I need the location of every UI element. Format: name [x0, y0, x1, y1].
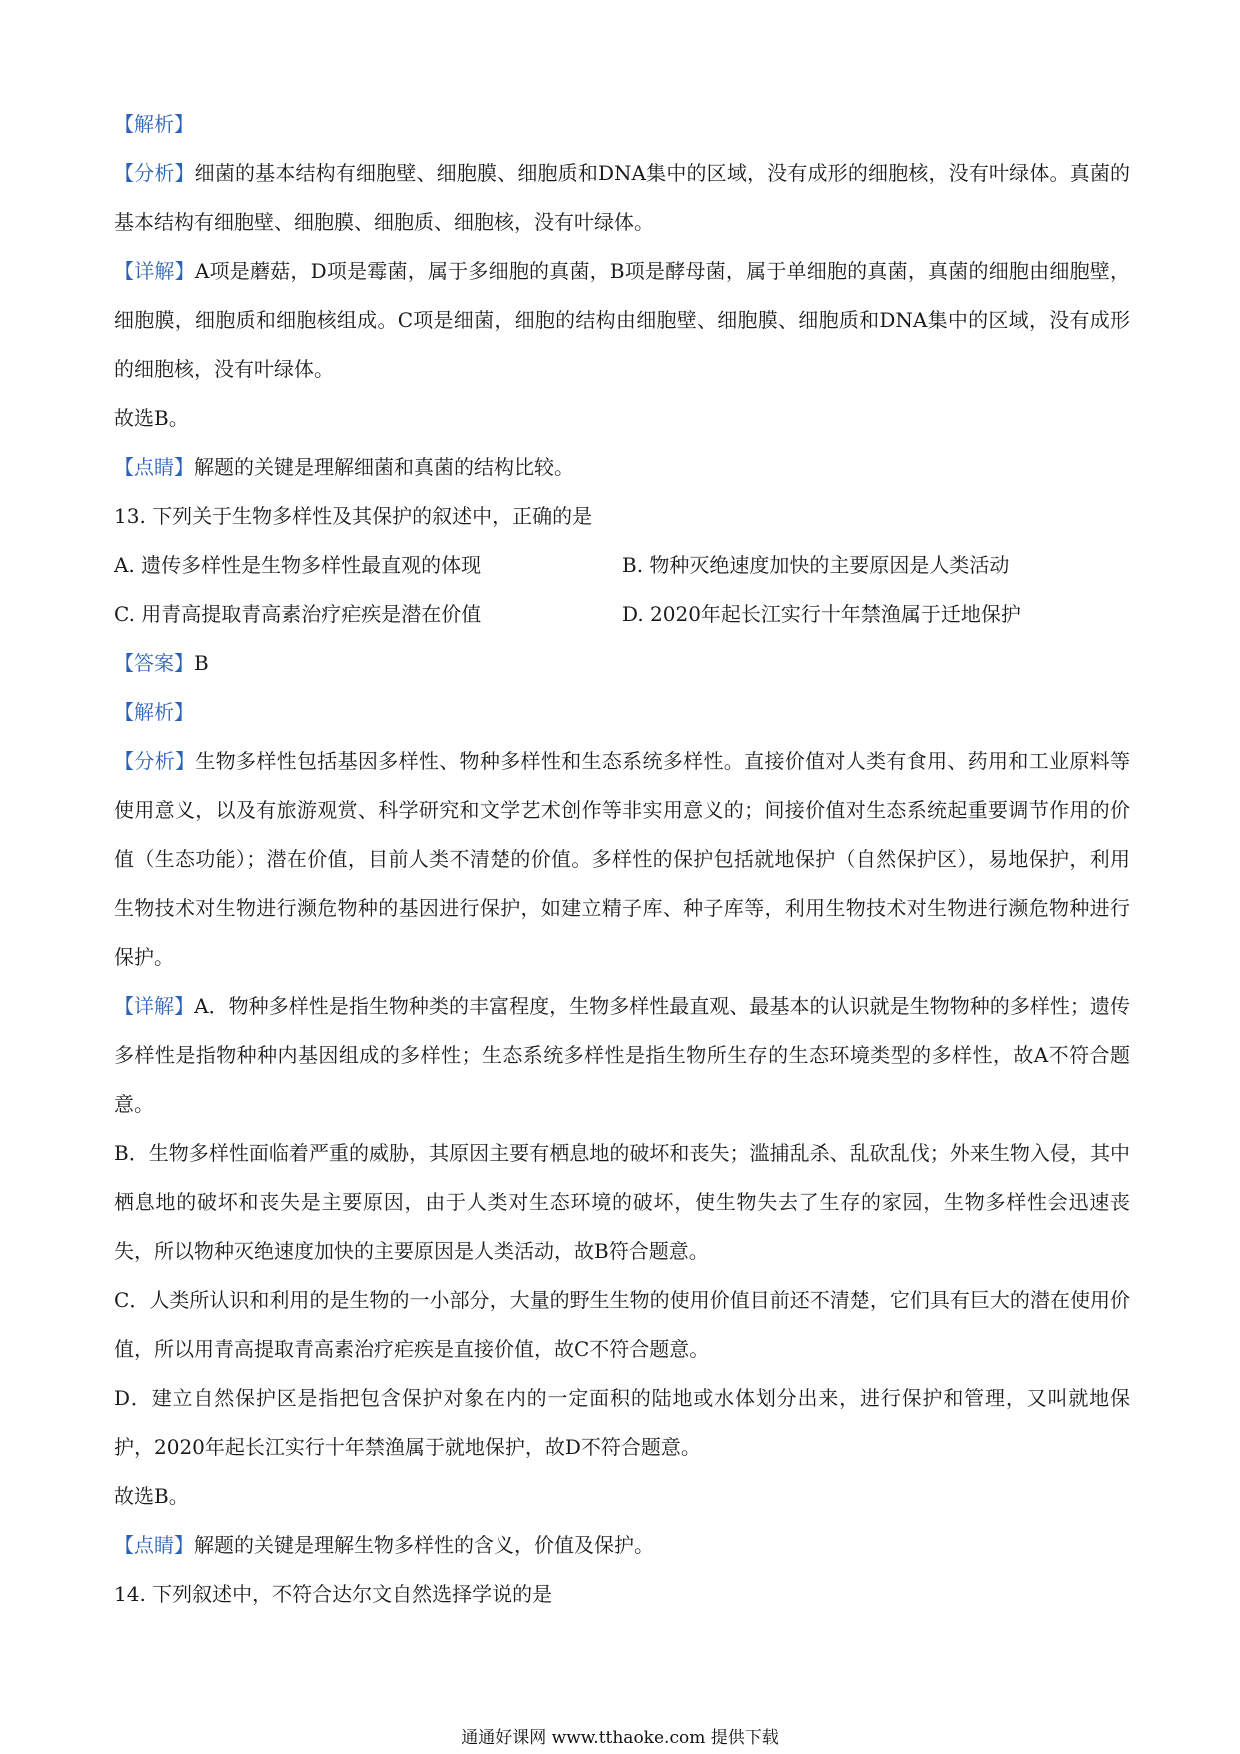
q12-conclusion: 故选B。 — [114, 406, 189, 430]
q13-detail-c: C．人类所认识和利用的是生物的一小部分，大量的野生生物的使用价值目前还不清楚，它们具有巨大的潜在使用价值，所以用青高提取青高素治疗疟疾是直接价值，故C不符合题意。 — [114, 1288, 1130, 1361]
q13-xiangjie-tag: 【详解】 — [114, 994, 195, 1018]
q12-fenxi-tag: 【分析】 — [114, 161, 195, 185]
q13-question: 13. 下列关于生物多样性及其保护的叙述中，正确的是 — [114, 504, 593, 528]
q12-analysis-paragraph — [114, 149, 1130, 247]
q13-options-row-2 — [114, 590, 1130, 639]
q13-options-row-1 — [114, 541, 1130, 590]
q13-answer — [114, 639, 1130, 688]
q13-detail-b: B．生物多样性面临着严重的威胁，其原因主要有栖息地的破坏和丧失；滥捕乱杀、乱砍乱伐；外来生物入侵，其中栖息地的破坏和丧失是主要原因，由于人类对生态环境的破坏，使生物失去了生存的家园，生物多样性会迅速丧失，所以物种灭绝速度加快的主要原因是人类活动，故B符合题意。 — [114, 1141, 1130, 1263]
q13-option-d: D. 2020年起长江实行十年禁渔属于迁地保护 — [622, 602, 1021, 626]
document-body — [114, 100, 1130, 1619]
q12-xiangjie-tag: 【详解】 — [114, 259, 195, 283]
page-footer: 通通好课网 www.tthaoke.com 提供下载 — [461, 1728, 779, 1748]
q12-xiangjie-text: A项是蘑菇，D项是霉菌，属于多细胞的真菌，B项是酵母菌，属于单细胞的真菌，真菌的细胞由细胞壁，细胞膜，细胞质和细胞核组成。C项是细菌，细胞的结构由细胞壁、细胞膜、细胞质和DNA集中的区域，没有成形的细胞核，没有叶绿体。 — [114, 259, 1130, 381]
q14-question: 14. 下列叙述中，不符合达尔文自然选择学说的是 — [114, 1582, 553, 1606]
q13-dianjing-tag: 【点睛】 — [114, 1533, 194, 1557]
q13-answer-value: B — [194, 651, 209, 675]
q13-conclusion: 故选B。 — [114, 1484, 189, 1508]
q12-tip-paragraph — [114, 443, 1130, 492]
q13-fenxi-tag: 【分析】 — [114, 749, 196, 773]
q12-detail-paragraph — [114, 247, 1130, 394]
q13-analysis-heading: 【解析】 — [114, 700, 194, 724]
q13-dianjing-text: 解题的关键是理解生物多样性的含义，价值及保护。 — [194, 1533, 654, 1557]
q12-fenxi-text: 细菌的基本结构有细胞壁、细胞膜、细胞质和DNA集中的区域，没有成形的细胞核，没有叶绿体。真菌的基本结构有细胞壁、细胞膜、细胞质、细胞核，没有叶绿体。 — [114, 161, 1130, 234]
q13-detail-a — [114, 982, 1130, 1129]
q12-dianjing-text: 解题的关键是理解细菌和真菌的结构比较。 — [194, 455, 574, 479]
q12-dianjing-tag: 【点睛】 — [114, 455, 194, 479]
q13-answer-tag: 【答案】 — [114, 651, 194, 675]
q13-tip-paragraph — [114, 1521, 1130, 1570]
q13-fenxi-text: 生物多样性包括基因多样性、物种多样性和生态系统多样性。直接价值对人类有食用、药用和工业原料等使用意义，以及有旅游观赏、科学研究和文学艺术创作等非实用意义的；间接价值对生态系统起重要调节作用的价值（生态功能）；潜在价值，目前人类不清楚的价值。多样性的保护包括就地保护（自然保护区），易地保护，利用生物技术对生物进行濒危物种的基因进行保护，如建立精子库、种子库等，利用生物技术对生物进行濒危物种进行保护。 — [114, 749, 1131, 969]
q13-option-c: C. 用青高提取青高素治疗疟疾是潜在价值 — [114, 602, 482, 626]
q13-option-a: A. 遗传多样性是生物多样性最直观的体现 — [114, 553, 482, 577]
q13-detail-d: D．建立自然保护区是指把包含保护对象在内的一定面积的陆地或水体划分出来，进行保护和管理，又叫就地保护，2020年起长江实行十年禁渔属于就地保护，故D不符合题意。 — [114, 1386, 1130, 1459]
q12-analysis-heading: 【解析】 — [114, 112, 194, 136]
q13-analysis-paragraph — [114, 737, 1130, 982]
q13-option-b: B. 物种灭绝速度加快的主要原因是人类活动 — [622, 553, 1010, 577]
q13-detail-a-text: A．物种多样性是指生物种类的丰富程度，生物多样性最直观、最基本的认识就是生物物种的多样性；遗传多样性是指物种种内基因组成的多样性；生态系统多样性是指生物所生存的生态环境类型的多样性，故A不符合题意。 — [114, 994, 1130, 1116]
